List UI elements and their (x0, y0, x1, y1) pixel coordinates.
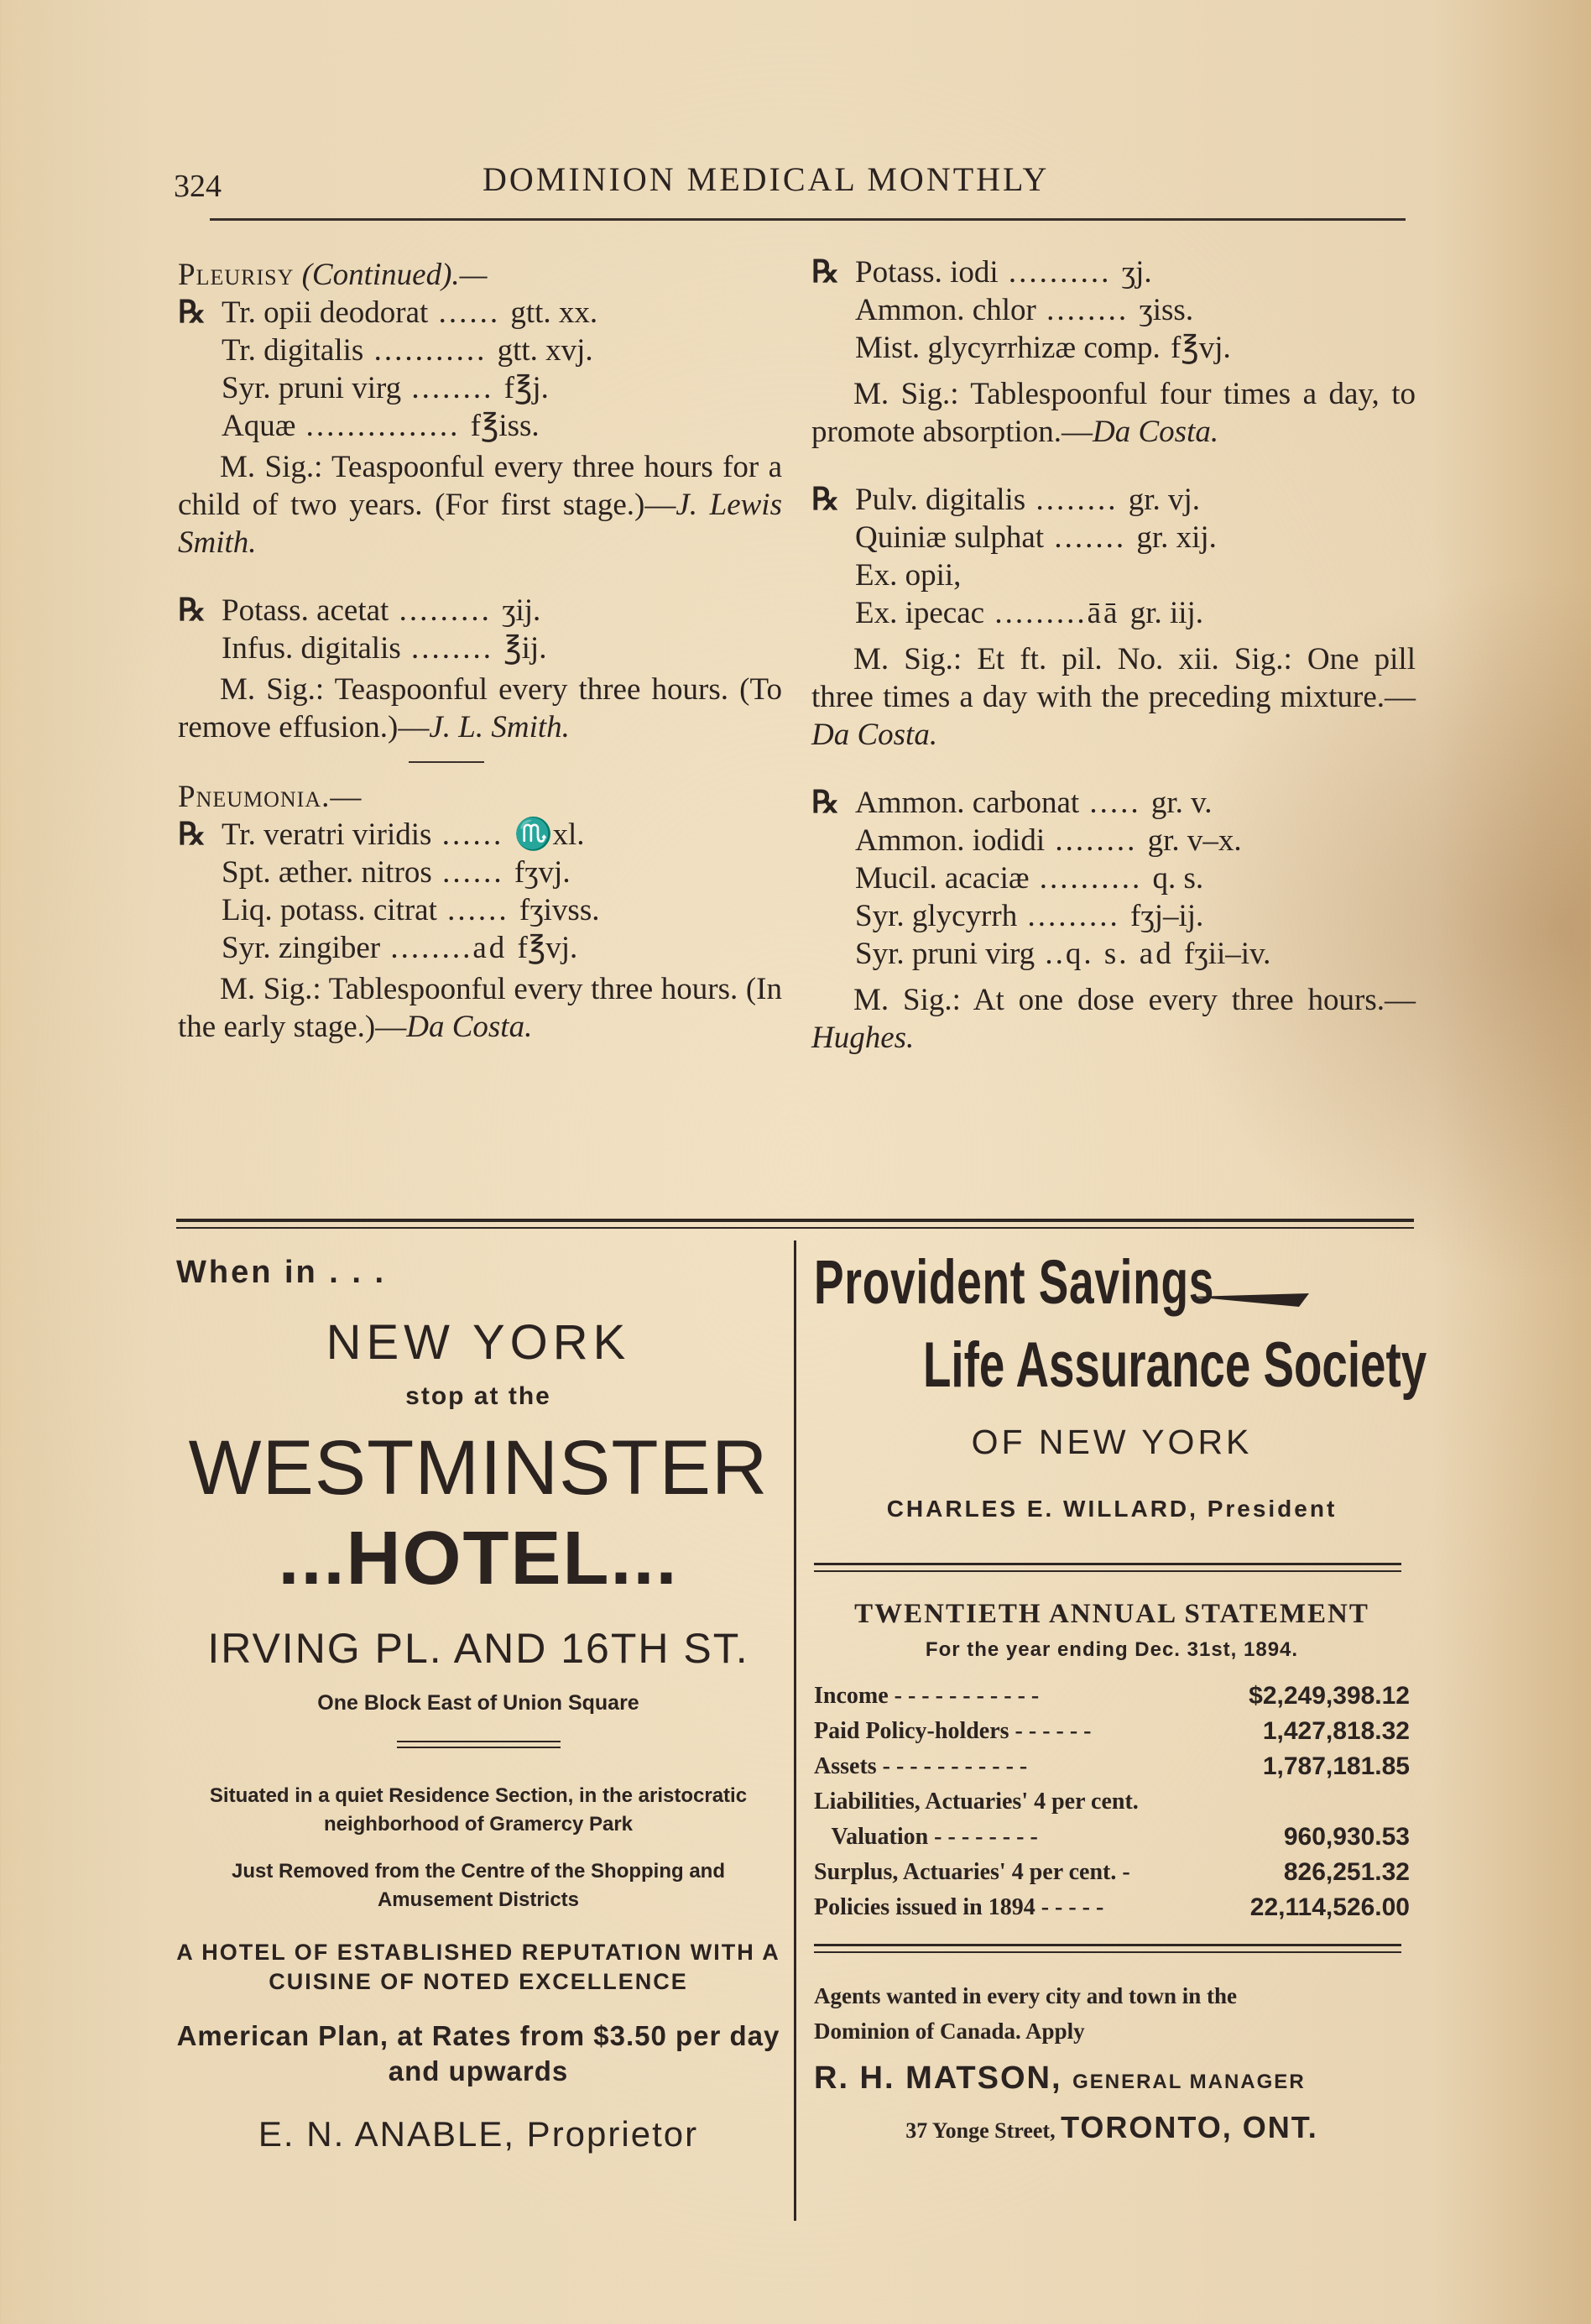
financial-value: 960,930.53 (1283, 1823, 1410, 1851)
ingredient-leader (1161, 331, 1171, 365)
insurance-title-row (814, 1246, 1410, 1322)
prescription-ingredient (178, 369, 782, 407)
ingredient-name: Tr. opii deodorat (222, 295, 429, 330)
prescription-list (178, 592, 782, 667)
prescription-ingredient (811, 822, 1416, 859)
financial-label: Surplus, Actuaries' 4 per cent. - (814, 1859, 1130, 1885)
general-manager: R. H. MATSON, GENERAL MANAGER (814, 2060, 1306, 2096)
ingredient-leader: ........ (1035, 293, 1140, 327)
prescription-ingredient (178, 816, 782, 854)
prescription-directions: M. Sig.: Teaspoonful every three hours. (To remove effusion.)—J. L. Smith. (178, 672, 782, 744)
insurance-title-line2: Life Assurance Society (923, 1329, 1427, 1401)
prescription-ingredient (178, 592, 782, 629)
financial-row (814, 1855, 1410, 1890)
financial-value: 22,114,526.00 (1249, 1893, 1410, 1921)
ingredient-dose: f℥j. (503, 371, 549, 405)
ingredient-leader: ........ (1045, 823, 1148, 858)
ingredient-name: Tr. digitalis (222, 333, 364, 368)
prescription-list (811, 481, 1416, 632)
prescription-ingredient (811, 556, 1416, 594)
prescription-directions: M. Sig.: Tablespoonful every three hours. (In the early stage.)—Da Costa. (178, 972, 782, 1044)
section-divider (409, 761, 484, 763)
decorative-swash-icon (1192, 1288, 1309, 1310)
prescription-ingredient (811, 935, 1416, 973)
prescription-ingredient (178, 407, 782, 445)
ingredient-name: Tr. veratri viridis (222, 817, 432, 852)
ingredient-leader: ........ (401, 371, 504, 405)
prescription-ingredient (178, 891, 782, 929)
ingredient-dose: gr. v. (1150, 786, 1213, 820)
prescription-ingredient (811, 519, 1416, 556)
running-title: DOMINION MEDICAL MONTHLY (483, 160, 1050, 198)
ingredient-leader: ......... (1017, 899, 1130, 933)
ingredient-name: Ex. opii, (855, 558, 962, 593)
insurance-address: 37 Yonge Street, TORONTO, ONT. (905, 2110, 1318, 2144)
ingredient-dose: gr. vj. (1128, 483, 1200, 517)
ingredient-leader: ....... (1044, 520, 1137, 555)
ingredient-name: Ammon. iodidi (855, 823, 1046, 858)
prescription-ingredient (178, 629, 782, 667)
prescription-list (178, 294, 782, 445)
financial-value: 1,787,181.85 (1262, 1752, 1410, 1780)
ingredient-leader: ...... (428, 295, 511, 330)
financial-row (814, 1890, 1410, 1925)
ingredient-name: Quiniæ sulphat (855, 520, 1045, 555)
financial-value: $2,249,398.12 (1249, 1682, 1410, 1710)
ingredient-leader: .........āā (984, 596, 1130, 630)
ingredient-name: Syr. pruni virg (222, 371, 402, 405)
hotel-location: One Block East of Union Square (317, 1691, 639, 1715)
financial-row (814, 1784, 1410, 1820)
ingredient-name: Potass. iodi (855, 255, 999, 290)
financial-label: Assets - - - - - - - - - - - (814, 1753, 1028, 1779)
ad-top-rule (176, 1227, 1414, 1229)
ingredient-dose: fʒivss. (519, 893, 600, 927)
financial-label: Income - - - - - - - - - - - (814, 1683, 1040, 1709)
prescription-ingredient (811, 253, 1416, 291)
financial-row (814, 1679, 1410, 1714)
ad-column-divider (794, 1240, 796, 2221)
prescription-ingredient (178, 929, 782, 967)
rx-symbol: ℞ (811, 483, 840, 517)
financial-row (814, 1714, 1410, 1749)
prescription-ingredient (811, 859, 1416, 897)
ingredient-name: Potass. acetat (222, 593, 389, 628)
rx-symbol: ℞ (811, 786, 840, 820)
insurance-title-row (814, 1329, 1427, 1413)
ingredient-leader: ........ (400, 631, 504, 666)
ingredient-dose: gr. v–x. (1147, 823, 1242, 858)
hotel-advertisement (176, 1255, 780, 2154)
hotel-proprietor: E. N. ANABLE, Proprietor (258, 2114, 699, 2154)
right-column (811, 253, 1416, 1057)
ingredient-name: Ex. ipecac (855, 596, 985, 630)
prescription-ingredient (811, 481, 1416, 519)
ad-divider (814, 1563, 1401, 1572)
prescription-list (178, 816, 782, 967)
ingredient-dose: f℥iss. (470, 409, 540, 443)
ingredient-dose: fʒvj. (514, 855, 571, 890)
page-number: 324 (174, 169, 222, 204)
ad-top-rule (176, 1219, 1414, 1222)
ingredient-name: Liq. potass. citrat (222, 893, 437, 927)
financial-row (814, 1820, 1410, 1855)
ingredient-name: Mucil. acaciæ (855, 861, 1030, 896)
ingredient-dose: gr. xij. (1136, 520, 1217, 555)
ingredient-leader: ........... (363, 333, 498, 368)
ingredient-name: Spt. æther. nitros (222, 855, 432, 890)
hotel-situated: Situated in a quiet Residence Section, in the aristocratic neighborhood of Gramercy Park (209, 1784, 748, 1836)
prescription-ingredient (178, 332, 782, 369)
hotel-word: ...HOTEL... (278, 1517, 679, 1601)
ingredient-name: Syr. glycyrrh (855, 899, 1018, 933)
insurance-of-ny: OF NEW YORK (971, 1423, 1253, 1461)
ingredient-dose: ʒj. (1121, 255, 1152, 290)
ingredient-name: Syr. pruni virg (855, 937, 1035, 971)
ingredient-leader: .......... (998, 255, 1122, 290)
financial-value: 1,427,818.32 (1262, 1717, 1410, 1745)
ingredient-dose: f℥vj. (517, 931, 578, 965)
ingredient-leader: ........ad (380, 931, 518, 965)
ingredient-name: Aquæ (222, 409, 296, 443)
prescription-ingredient (178, 294, 782, 332)
ad-divider (397, 1741, 561, 1748)
prescription-ingredient (811, 594, 1416, 632)
ingredient-dose: gtt. xx. (510, 295, 598, 330)
hotel-removed: Just Removed from the Centre of the Shopping and Amusement Districts (231, 1860, 726, 1911)
ingredient-leader: .......... (1029, 861, 1153, 896)
insurance-title-line1: Provident Savings (814, 1247, 1215, 1317)
financial-table (814, 1679, 1410, 1925)
rx-symbol: ℞ (178, 817, 206, 852)
prescription-ingredient (811, 784, 1416, 822)
ingredient-name: Ammon. chlor (855, 293, 1036, 327)
ingredient-leader: ......... (389, 593, 503, 628)
insurance-president: CHARLES E. WILLARD, President (886, 1496, 1338, 1522)
financial-label: Policies issued in 1894 - - - - - (814, 1894, 1104, 1920)
prescription-ingredient (811, 291, 1416, 329)
left-column (178, 256, 782, 1046)
rx-symbol: ℞ (178, 295, 206, 330)
prescription-directions: M. Sig.: Tablespoonful four times a day, to promote absorption.—Da Costa. (811, 377, 1416, 449)
prescription-directions: M. Sig.: Teaspoonful every three hours for a child of two years. (For first stage.)—J. Lewis Smith. (178, 450, 782, 560)
prescription-directions: M. Sig.: At one dose every three hours.—Hughes. (811, 983, 1416, 1055)
financial-row (814, 1749, 1410, 1784)
ingredient-dose: gtt. xvj. (497, 333, 593, 368)
financial-value: 826,251.32 (1283, 1858, 1410, 1886)
prescription-ingredient (811, 897, 1416, 935)
ingredient-leader (961, 558, 971, 593)
ingredient-leader: ...... (436, 893, 519, 927)
ingredient-leader: ........ (1025, 483, 1129, 517)
ingredient-name: Ammon. carbonat (855, 786, 1080, 820)
ingredient-leader: ...... (431, 817, 514, 852)
statement-title: TWENTIETH ANNUAL STATEMENT (854, 1599, 1369, 1629)
ingredient-dose: f℥vj. (1171, 331, 1231, 365)
ingredient-dose: ʒij. (502, 593, 541, 628)
prescription-ingredient (178, 854, 782, 891)
statement-subtitle: For the year ending Dec. 31st, 1894. (925, 1638, 1299, 1661)
ingredient-name: Mist. glycyrrhizæ comp. (855, 331, 1161, 365)
ingredient-dose: q. s. (1152, 861, 1204, 896)
ad-when-in: When in . . . (176, 1255, 387, 1290)
hotel-address: IRVING PL. AND 16TH ST. (207, 1625, 749, 1672)
financial-label: Paid Policy-holders - - - - - - (814, 1718, 1092, 1744)
agents-wanted: Agents wanted in every city and town in the Dominion of Canada. Apply (814, 1983, 1237, 2044)
prescription-directions: M. Sig.: Et ft. pil. No. xii. Sig.: One pill three times a day with the preceding mixture.—Da Costa. (811, 642, 1416, 752)
prescription-list (811, 253, 1416, 367)
rx-symbol: ℞ (178, 593, 206, 628)
prescription-ingredient (811, 329, 1416, 367)
ingredient-dose: fʒj–ij. (1129, 899, 1204, 933)
ingredient-dose: ʒiss. (1139, 293, 1194, 327)
financial-label: Valuation - - - - - - - - (814, 1824, 1038, 1850)
hotel-rates: American Plan, at Rates from $3.50 per day and upwards (176, 2020, 780, 2086)
ingredient-dose: gr. iij. (1129, 596, 1204, 630)
hotel-name: WESTMINSTER (188, 1425, 769, 1511)
ingredient-leader: ...... (431, 855, 514, 890)
ingredient-name: Syr. zingiber (222, 931, 381, 965)
ingredient-leader: ..... (1079, 786, 1151, 820)
pleurisy-heading: Pleurisy (Continued).— (178, 258, 488, 292)
ingredient-dose: fʒii–iv. (1183, 937, 1271, 971)
ad-divider (814, 1944, 1401, 1953)
ingredient-name: Infus. digitalis (222, 631, 401, 666)
header-rule (210, 218, 1406, 221)
financial-label: Liabilities, Actuaries' 4 per cent. (814, 1789, 1139, 1815)
prescription-list (811, 784, 1416, 973)
insurance-advertisement (814, 1246, 1427, 2145)
hotel-reputation: A HOTEL OF ESTABLISHED REPUTATION WITH A CUISINE OF NOTED EXCELLENCE (176, 1940, 780, 1994)
ad-stop-at: stop at the (405, 1382, 551, 1410)
ingredient-dose: ♏xl. (514, 817, 585, 852)
ingredient-leader: ..q. s. ad (1035, 937, 1184, 971)
pneumonia-heading: Pneumonia.— (178, 780, 363, 814)
ingredient-name: Pulv. digitalis (855, 483, 1026, 517)
ad-city: NEW YORK (326, 1315, 631, 1370)
rx-symbol: ℞ (811, 255, 840, 290)
ingredient-dose: ℥ij. (503, 631, 547, 666)
ingredient-leader: ............... (295, 409, 471, 443)
